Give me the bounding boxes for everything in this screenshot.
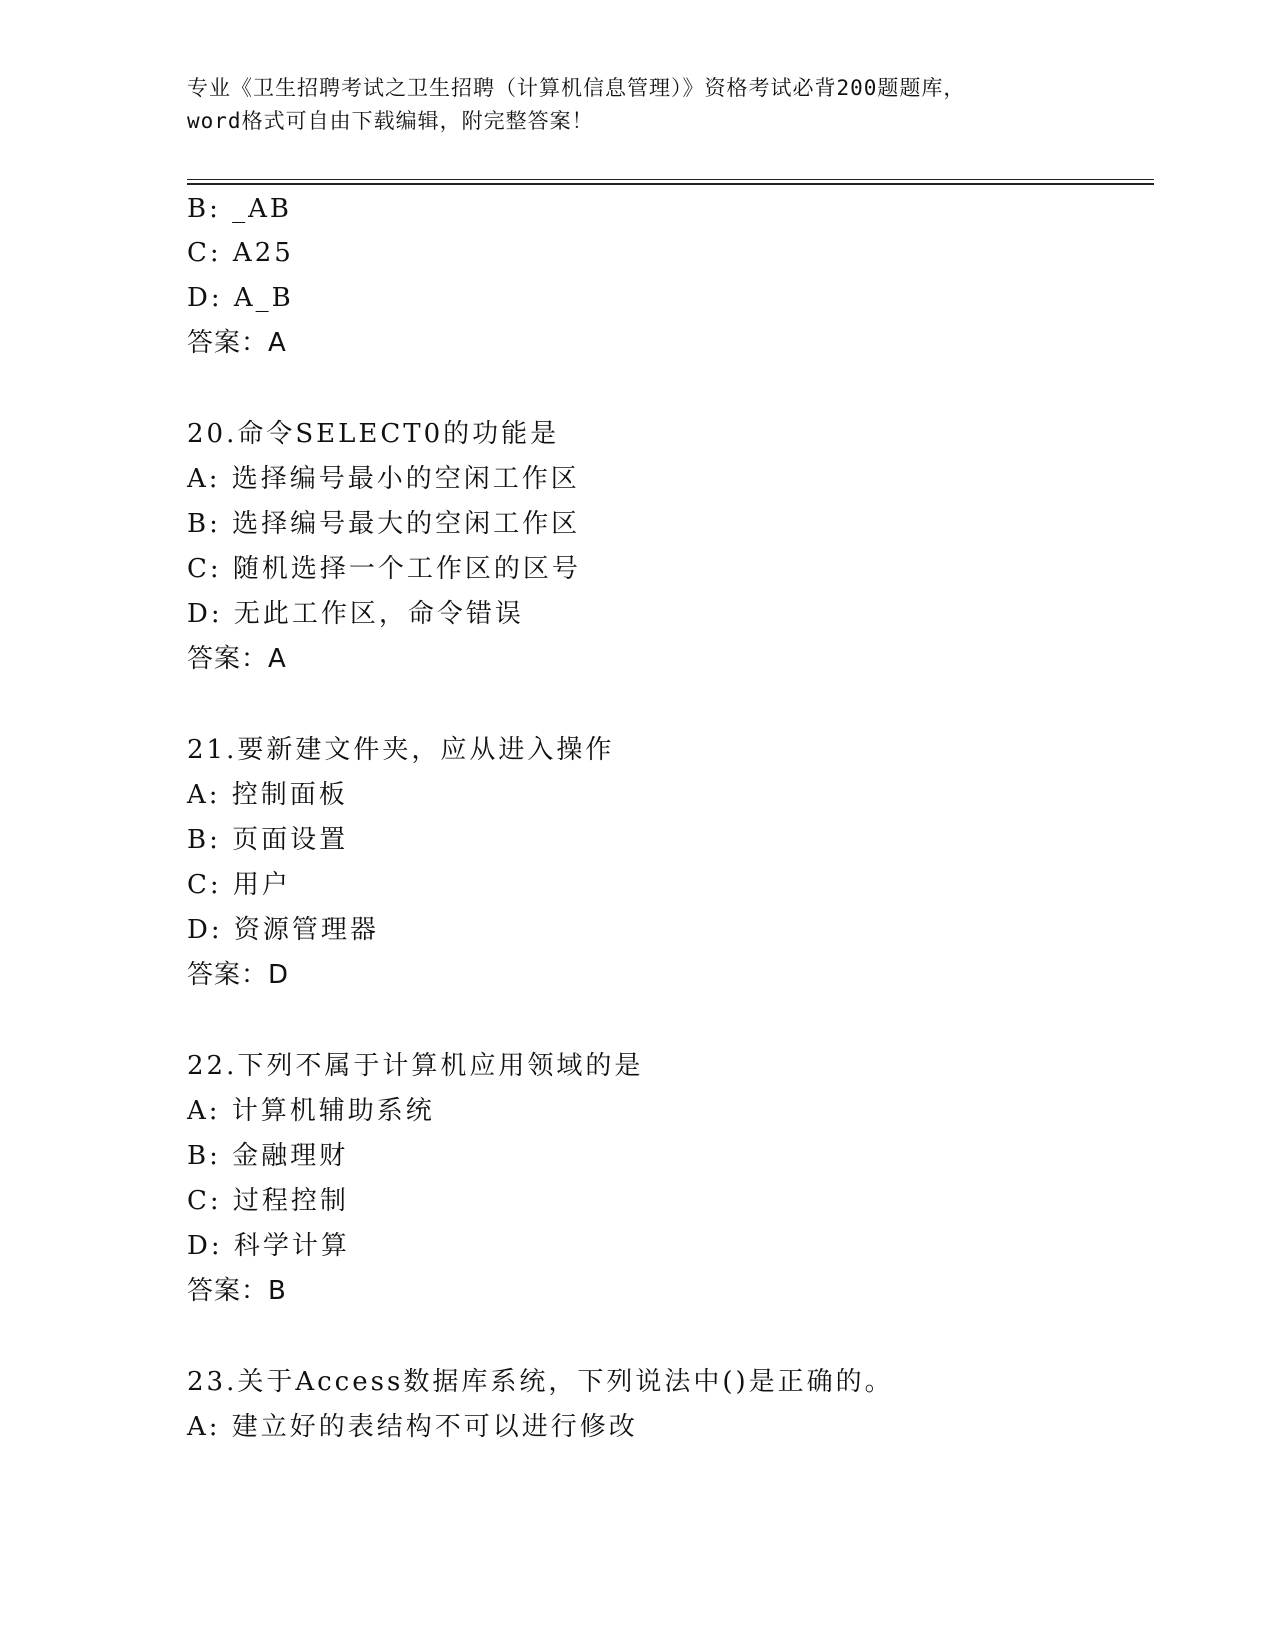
- q22-option-a: A: 计算机辅助系统: [187, 1096, 435, 1126]
- q19-answer: 答案：A: [187, 328, 287, 358]
- q19-option-b: B: _AB: [187, 194, 293, 224]
- q22-answer: 答案：B: [187, 1276, 287, 1306]
- q23-option-a: A: 建立好的表结构不可以进行修改: [187, 1412, 638, 1442]
- q20-answer: 答案：A: [187, 644, 287, 674]
- q22-question: 22.下列不属于计算机应用领域的是: [187, 1051, 644, 1081]
- q22-option-c: C: 过程控制: [187, 1186, 349, 1216]
- q21-option-d: D: 资源管理器: [187, 915, 379, 945]
- q21-answer: 答案：D: [187, 960, 290, 990]
- q20-option-c: C: 随机选择一个工作区的区号: [187, 554, 581, 584]
- q21-option-b: B: 页面设置: [187, 825, 349, 855]
- q20-option-b: B: 选择编号最大的空闲工作区: [187, 509, 581, 539]
- q20-option-d: D: 无此工作区，命令错误: [187, 599, 524, 629]
- header-divider-thin: [187, 179, 1154, 180]
- q19-option-c: C: A25: [187, 238, 294, 268]
- document-header: [187, 72, 1087, 138]
- q23-question: 23.关于Access数据库系统，下列说法中()是正确的。: [187, 1367, 894, 1397]
- q22-option-b: B: 金融理财: [187, 1141, 349, 1171]
- q22-option-d: D: 科学计算: [187, 1231, 350, 1261]
- q21-option-a: A: 控制面板: [187, 780, 348, 810]
- q21-question: 21.要新建文件夹，应从进入操作: [187, 735, 615, 765]
- header-line-1: 专业《卫生招聘考试之卫生招聘（计算机信息管理）》资格考试必背200题题库，: [187, 76, 966, 100]
- q21-option-c: C: 用户: [187, 870, 291, 900]
- q19-option-d: D: A_B: [187, 283, 294, 313]
- header-line-2: word格式可自由下载编辑，附完整答案！: [187, 109, 594, 133]
- q20-question: 20.命令SELECT0的功能是: [187, 419, 560, 449]
- q20-option-a: A: 选择编号最小的空闲工作区: [187, 464, 580, 494]
- header-divider-thick: [187, 183, 1154, 185]
